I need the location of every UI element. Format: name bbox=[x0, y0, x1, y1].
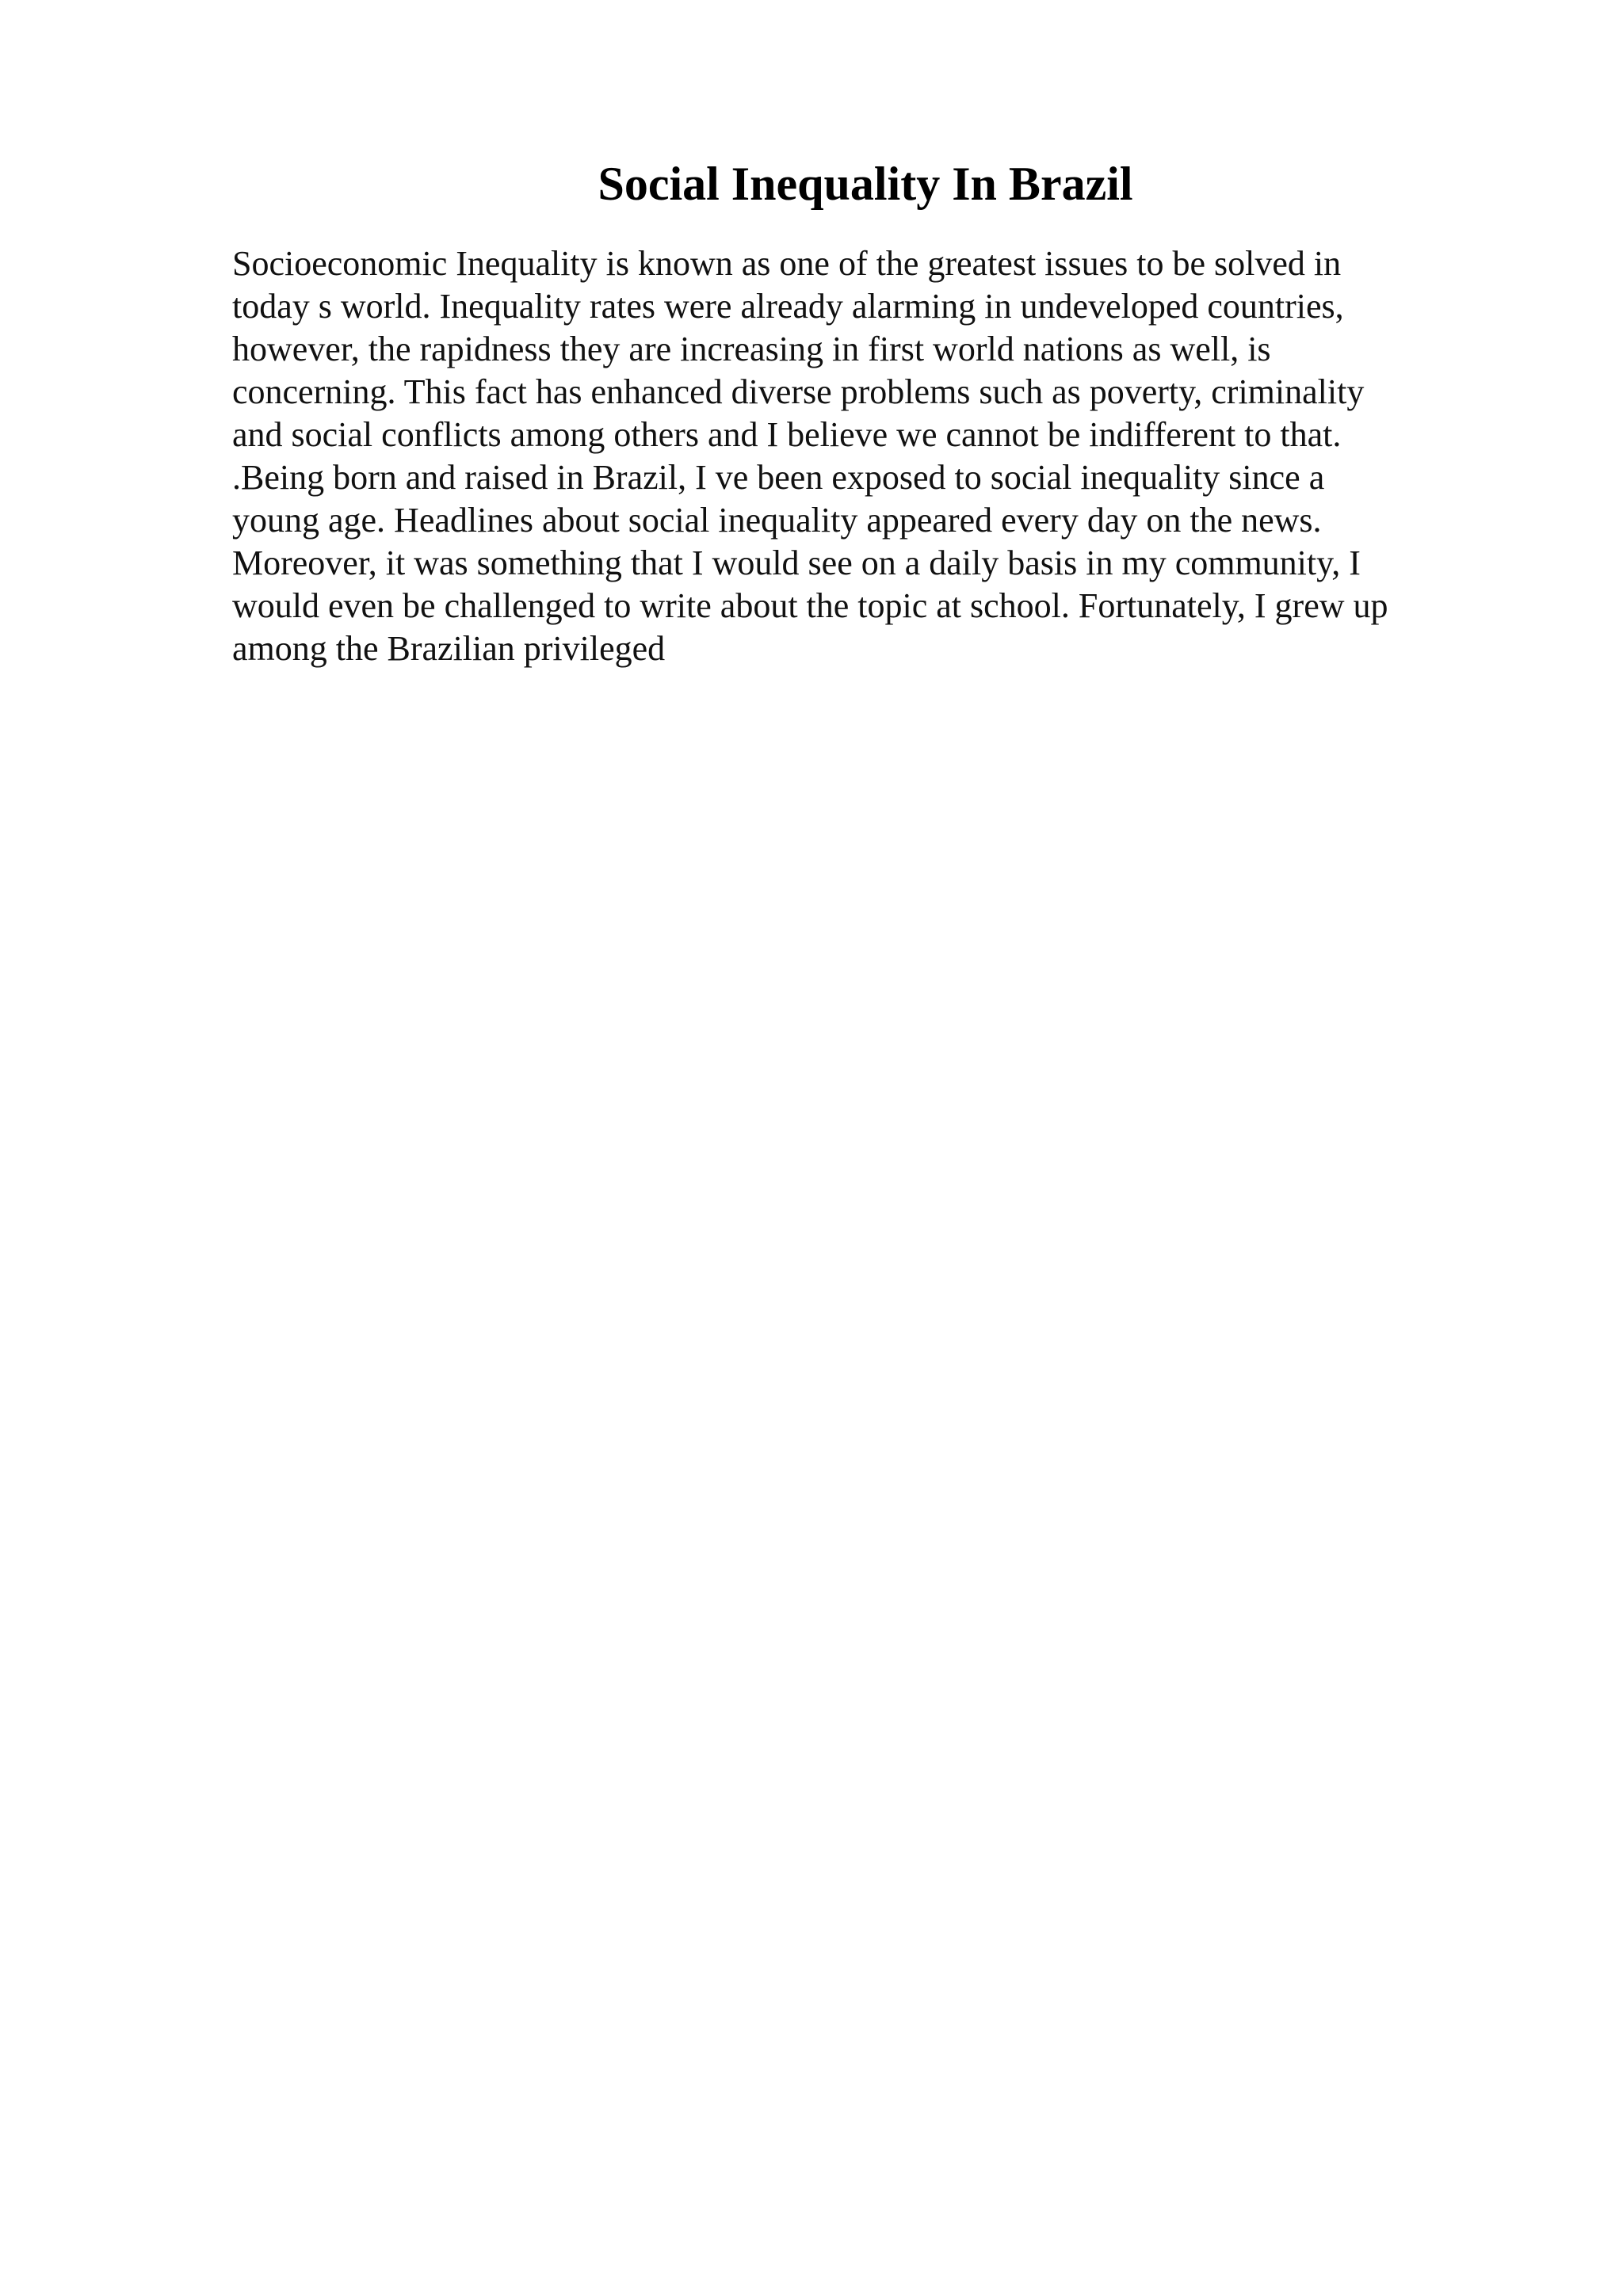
paragraph-line: and social conflicts among others and I believe we cannot be indifferent to that. bbox=[232, 415, 1342, 454]
paragraph-line: .Being born and raised in Brazil, I ve been exposed to social inequality since a bbox=[232, 458, 1325, 497]
document-body-paragraph bbox=[232, 242, 1579, 670]
paragraph-line: Moreover, it was something that I would see on a daily basis in my community, I bbox=[232, 543, 1361, 582]
paragraph-line: concerning. This fact has enhanced diverse problems such as poverty, criminality bbox=[232, 372, 1365, 411]
paragraph-line: young age. Headlines about social inequality appeared every day on the news. bbox=[232, 501, 1322, 540]
paragraph-line: Socioeconomic Inequality is known as one of the greatest issues to be solved in bbox=[232, 244, 1342, 283]
paragraph-line: however, the rapidness they are increasing in first world nations as well, is bbox=[232, 330, 1271, 368]
paragraph-line: would even be challenged to write about the topic at school. Fortunately, I grew up bbox=[232, 586, 1388, 625]
paragraph-line: today s world. Inequality rates were already alarming in undeveloped countries, bbox=[232, 287, 1344, 326]
paragraph-line: among the Brazilian privileged bbox=[232, 629, 666, 668]
document-title: Social Inequality In Brazil bbox=[598, 158, 1133, 210]
